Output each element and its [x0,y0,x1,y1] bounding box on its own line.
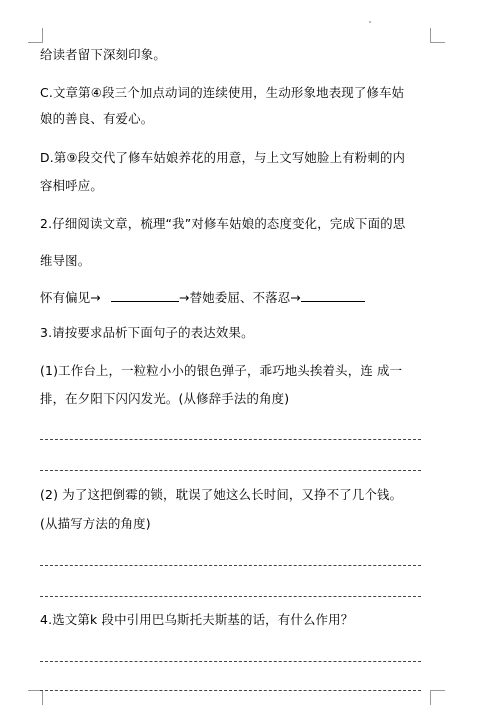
mind-map-middle: →替她委屈、不落忍→ [179,290,301,305]
question-3-2-line-2: (从描写方法的角度) [40,516,151,531]
answer-line[interactable] [40,661,421,662]
answer-line[interactable] [40,596,421,597]
option-d-line-1: D.第⑨段交代了修车姑娘养花的用意，与上文写她脸上有粉刺的内 [40,150,406,165]
question-3-1-line-1: (1)工作台上，一粒粒小小的银色弹子，乖巧地头挨着头，连 成一 [40,363,403,378]
question-3-2-line-1: (2) 为了这把倒霉的锁，耽误了她这么长时间，又挣不了几个钱。 [40,487,403,502]
question-3-1-line-2: 排，在夕阳下闪闪发光。(从修辞手法的角度) [40,391,290,406]
crop-mark-top-left [28,28,43,43]
text-line: 给读者留下深刻印象。 [40,47,166,62]
speck [369,21,371,23]
option-c-line-2: 娘的善良、有爱心。 [40,111,154,126]
answer-line[interactable] [40,439,421,440]
crop-mark-top-right [430,28,445,43]
mind-map-blank-2[interactable] [301,291,365,302]
mind-map-start: 怀有偏见→ [40,290,101,305]
answer-line[interactable] [40,565,421,566]
answer-line[interactable] [40,470,421,471]
question-2-line-2: 维导图。 [40,253,91,268]
option-c-line-1: C.文章第④段三个加点动词的连续使用，生动形象地表现了修车姑 [40,85,405,100]
crop-mark-bottom-right [430,690,445,705]
option-d-line-2: 容相呼应。 [40,178,103,193]
mind-map-blank-1[interactable] [111,291,179,302]
question-2-line-1: 2.仔细阅读文章，梳理“我”对修车姑娘的态度变化，完成下面的思 [40,216,406,231]
crop-mark-bottom-left [28,690,43,705]
answer-line[interactable] [40,690,421,691]
question-4-line: 4.选文第k 段中引用巴乌斯托夫斯基的话，有什么作用？ [40,612,354,627]
mind-map-row [40,290,440,306]
question-3-heading: 3.请按要求品析下面句子的表达效果。 [40,325,254,340]
